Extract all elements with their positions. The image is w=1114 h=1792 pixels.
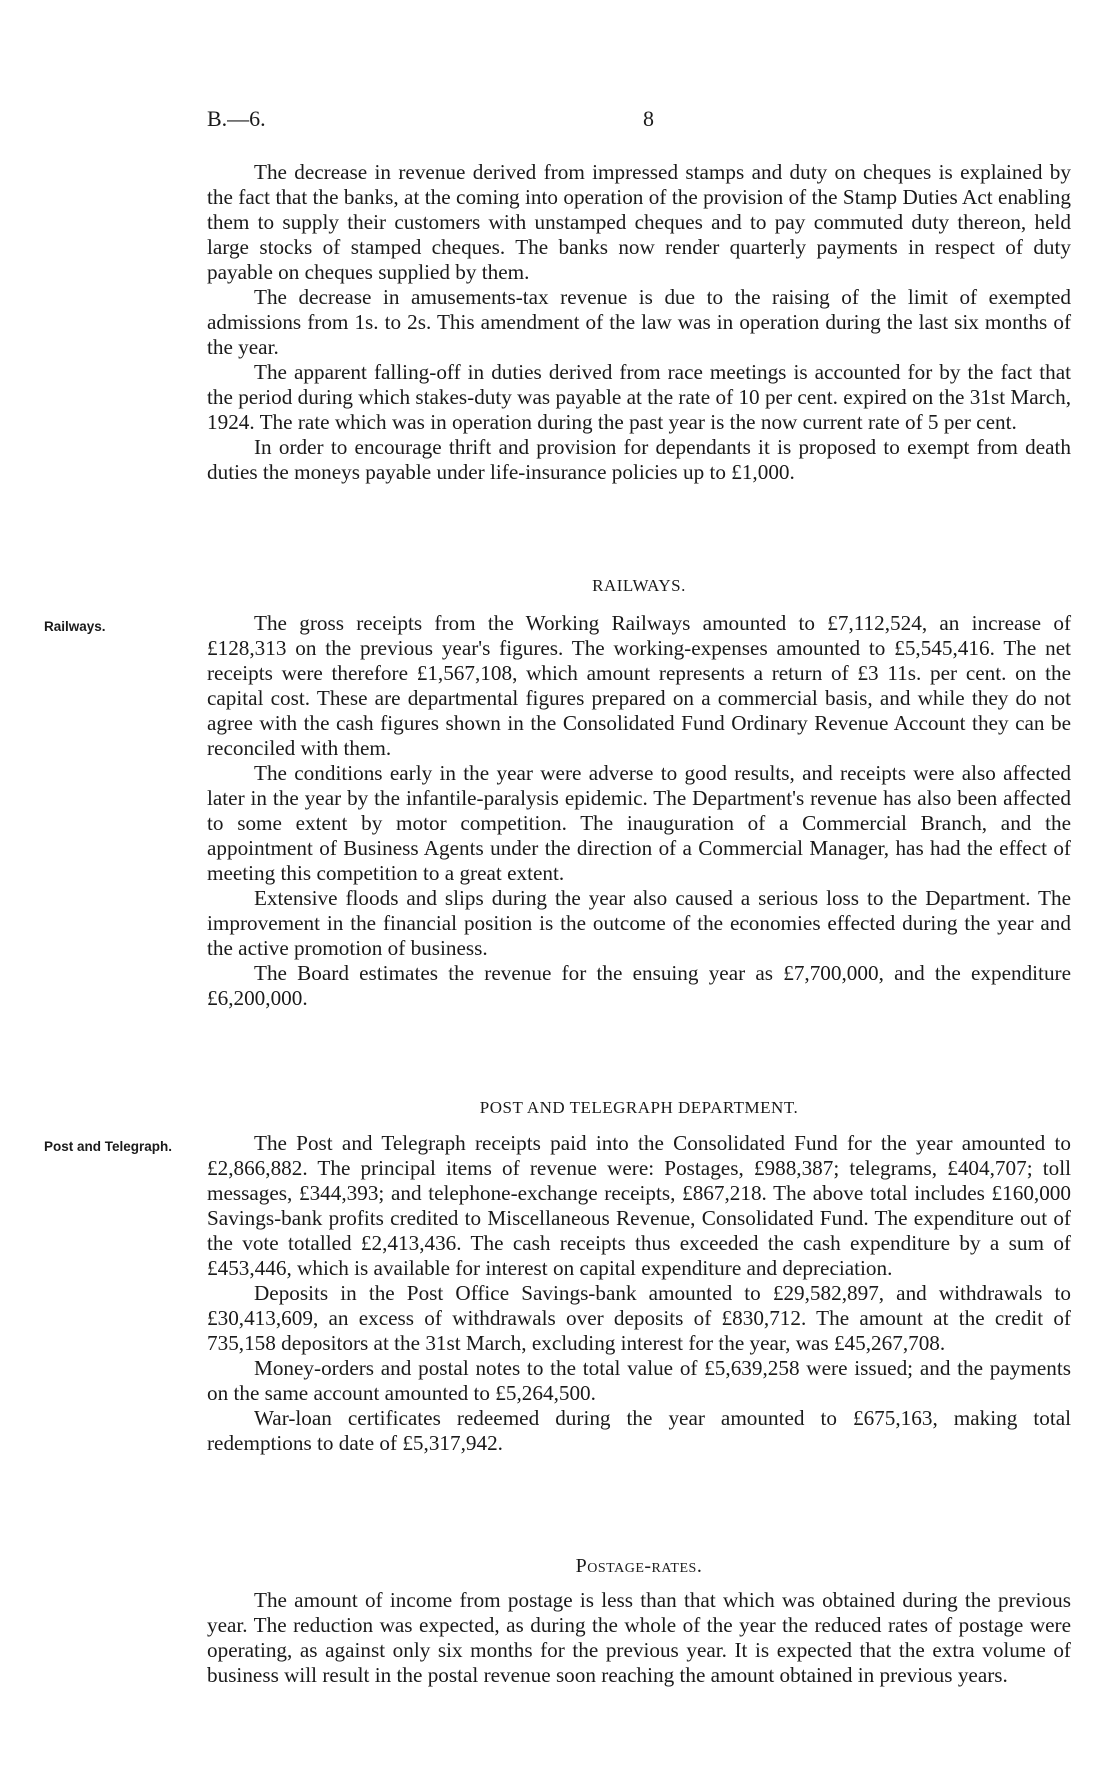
railways-side-note: Railways. <box>44 619 106 634</box>
paragraph: The Post and Telegraph receipts paid into the Consolidated Fund for the year amounted to £2,866,882. The principal items of revenue were: Postages, £988,387; telegrams, £404,707; toll messages, £344,393; and telephone-exchange receipts, £867,218. The above total includes £160,000 Savings-bank profits credited to Miscellaneous Revenue, Consolidated Fund. The expenditure out of the vote totalled £2,413,436. The cash receipts thus exceeded the cash expenditure by a sum of £453,446, which is available for interest on capital expenditure and depreciation. <box>207 1131 1071 1280</box>
paragraph: The amount of income from postage is less than that which was obtained during the previous year. The reduction was expected, as during the whole of the year the reduced rates of postage were operating, as against only six months for the previous year. It is expected that the extra volume of business will result in the postal revenue soon reaching the amount obtained in previous years. <box>207 1588 1071 1687</box>
postage-rates-heading: Postage-rates. <box>575 1555 703 1577</box>
paragraph: The decrease in amusements-tax revenue is due to the raising of the limit of exempted admissions from 1s. to 2s. This amendment of the law was in operation during the last six months of the year. <box>207 285 1071 359</box>
intro-section <box>207 160 1071 485</box>
postage-rates-section <box>207 1588 1071 1688</box>
post-side-note: Post and Telegraph. <box>44 1139 173 1154</box>
railways-section <box>207 611 1071 1011</box>
paragraph: The Board estimates the revenue for the ensuing year as £7,700,000, and the expenditure £6,200,000. <box>207 961 1071 1010</box>
paragraph: Deposits in the Post Office Savings-bank amounted to £29,582,897, and withdrawals to £30,413,609, an excess of withdrawals over deposits of £830,712. The amount at the credit of 735,158 depositors at the 31st March, excluding interest for the year, was £45,267,708. <box>207 1281 1071 1355</box>
paragraph: The apparent falling-off in duties derived from race meetings is accounted for by the fact that the period during which stakes-duty was payable at the rate of 10 per cent. expired on the 31st March, 1924. The rate which was in operation during the past year is the now current rate of 5 per cent. <box>207 360 1071 434</box>
page-reference: B.—6. <box>207 106 266 131</box>
railways-heading: RAILWAYS. <box>592 576 686 595</box>
paragraph: Extensive floods and slips during the year also caused a serious loss to the Department. The improvement in the financial position is the outcome of the economies effected during the year and the active promotion of business. <box>207 886 1071 960</box>
post-heading: POST AND TELEGRAPH DEPARTMENT. <box>479 1098 799 1117</box>
page-number: 8 <box>643 106 654 131</box>
paragraph: The conditions early in the year were adverse to good results, and receipts were also affected later in the year by the infantile-paralysis epidemic. The Department's revenue has also been affected to some extent by motor competition. The inauguration of a Commercial Branch, and the appointment of Business Agents under the direction of a Commercial Manager, has had the effect of meeting this competition to a great extent. <box>207 761 1071 885</box>
paragraph: Money-orders and postal notes to the total value of £5,639,258 were issued; and the payments on the same account amounted to £5,264,500. <box>207 1356 1071 1405</box>
paragraph: In order to encourage thrift and provision for dependants it is proposed to exempt from death duties the moneys payable under life-insurance policies up to £1,000. <box>207 435 1071 484</box>
paragraph: War-loan certificates redeemed during the year amounted to £675,163, making total redemptions to date of £5,317,942. <box>207 1406 1071 1455</box>
paragraph: The decrease in revenue derived from impressed stamps and duty on cheques is explained by the fact that the banks, at the coming into operation of the provision of the Stamp Duties Act enabling them to supply their customers with unstamped cheques and to pay commuted duty thereon, held large stocks of stamped cheques. The banks now render quarterly payments in respect of duty payable on cheques supplied by them. <box>207 160 1071 284</box>
post-section <box>207 1131 1071 1456</box>
paragraph: The gross receipts from the Working Railways amounted to £7,112,524, an increase of £128,313 on the previous year's figures. The working-expenses amounted to £5,545,416. The net receipts were therefore £1,567,108, which amount represents a return of £3 11s. per cent. on the capital cost. These are departmental figures prepared on a commercial basis, and while they do not agree with the cash figures shown in the Consolidated Fund Ordinary Revenue Account they can be reconciled with them. <box>207 611 1071 760</box>
